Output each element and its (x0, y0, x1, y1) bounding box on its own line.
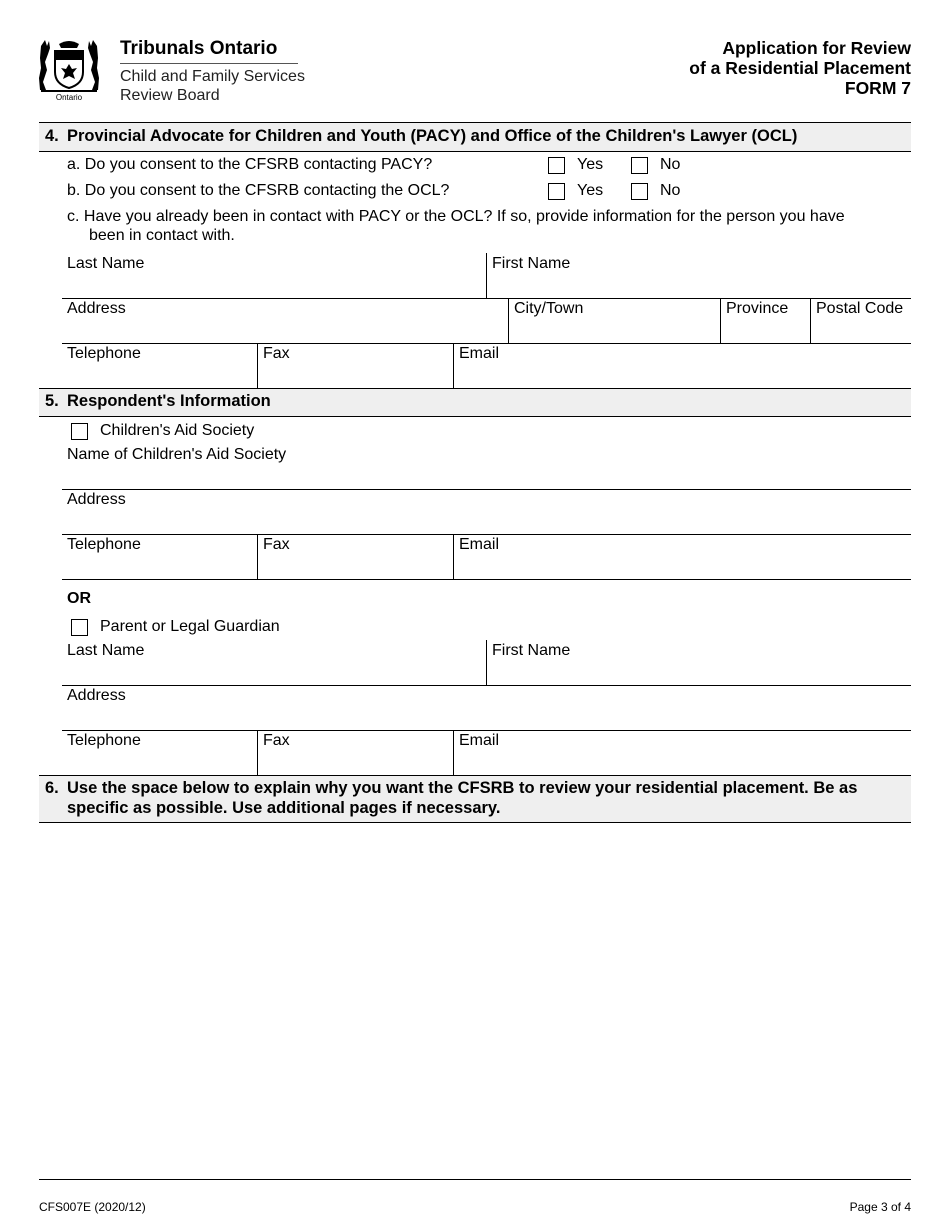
ocl-no-label: No (660, 182, 681, 199)
contact-address-field[interactable] (67, 320, 499, 340)
contact-last-name-label: Last Name (67, 255, 145, 272)
contact-fax-label: Fax (263, 345, 290, 362)
org-divider (120, 63, 298, 64)
divider (486, 640, 487, 685)
contact-postal-field[interactable] (816, 320, 908, 340)
divider (257, 534, 258, 579)
cas-address-field[interactable] (67, 511, 905, 531)
question-b: b. Do you consent to the CFSRB contacting the OCL? (67, 182, 450, 199)
page-number: Page 3 of 4 (849, 1200, 911, 1214)
guardian-checkbox[interactable] (71, 619, 88, 636)
cas-option-label: Children's Aid Society (100, 422, 255, 439)
cas-name-label: Name of Children's Aid Society (67, 446, 287, 463)
divider (62, 298, 911, 299)
guardian-first-name-field[interactable] (492, 662, 902, 682)
section4-title: Provincial Advocate for Children and Youth (PACY) and Office of the Children's Lawyer (OCL) (67, 127, 798, 145)
guardian-last-name-label: Last Name (67, 642, 145, 659)
pacy-yes-label: Yes (577, 156, 604, 173)
ontario-logo (37, 38, 101, 104)
pacy-yes-checkbox[interactable] (548, 157, 565, 174)
divider (62, 534, 911, 535)
section5-number: 5. (45, 392, 59, 410)
contact-address-label: Address (67, 300, 126, 317)
board-name-line2: Review Board (120, 87, 220, 104)
cas-address-label: Address (67, 491, 126, 508)
logo-caption: Ontario (55, 93, 83, 102)
section4-number: 4. (45, 127, 59, 145)
cas-telephone-label: Telephone (67, 536, 141, 553)
divider (62, 685, 911, 686)
divider (257, 730, 258, 775)
contact-first-name-label: First Name (492, 255, 571, 272)
ontario-coat-of-arms-icon (37, 38, 101, 94)
contact-city-field[interactable] (514, 320, 714, 340)
org-name: Tribunals Ontario (120, 38, 278, 59)
divider (257, 343, 258, 388)
guardian-telephone-label: Telephone (67, 732, 141, 749)
divider (453, 730, 454, 775)
cas-fax-label: Fax (263, 536, 290, 553)
form-title-line1: Application for Review (722, 38, 911, 58)
divider (720, 298, 721, 343)
section6-instruction-line1: Use the space below to explain why you want the CFSRB to review your residential placement. Be as (67, 779, 858, 797)
guardian-address-field[interactable] (67, 707, 905, 727)
board-name-line1: Child and Family Services (120, 68, 305, 85)
contact-fax-field[interactable] (263, 365, 447, 385)
divider (62, 730, 911, 731)
guardian-email-field[interactable] (459, 752, 905, 772)
divider (62, 343, 911, 344)
question-c-line1: c. Have you already been in contact with PACY or the OCL? If so, provide information for the person you have (67, 208, 845, 225)
pacy-no-checkbox[interactable] (631, 157, 648, 174)
divider (62, 579, 911, 580)
guardian-option-label: Parent or Legal Guardian (100, 618, 280, 635)
pacy-no-label: No (660, 156, 681, 173)
guardian-fax-field[interactable] (263, 752, 447, 772)
contact-telephone-field[interactable] (67, 365, 251, 385)
question-c-line2: been in contact with. (89, 227, 235, 244)
ocl-yes-checkbox[interactable] (548, 183, 565, 200)
guardian-first-name-label: First Name (492, 642, 571, 659)
cas-checkbox[interactable] (71, 423, 88, 440)
section6-instruction-line2: specific as possible. Use additional pages if necessary. (67, 799, 501, 817)
guardian-address-label: Address (67, 687, 126, 704)
form-title (689, 38, 911, 98)
ocl-yes-label: Yes (577, 182, 604, 199)
cas-email-field[interactable] (459, 556, 905, 576)
contact-first-name-field[interactable] (492, 275, 902, 295)
guardian-email-label: Email (459, 732, 500, 749)
cas-fax-field[interactable] (263, 556, 447, 576)
contact-postal-label: Postal Code (816, 300, 904, 317)
form-code: CFS007E (2020/12) (39, 1200, 146, 1214)
guardian-telephone-field[interactable] (67, 752, 251, 772)
contact-city-label: City/Town (514, 300, 584, 317)
form-number: FORM 7 (844, 78, 911, 98)
cas-email-label: Email (459, 536, 500, 553)
divider (453, 534, 454, 579)
guardian-fax-label: Fax (263, 732, 290, 749)
divider (62, 489, 911, 490)
cas-telephone-field[interactable] (67, 556, 251, 576)
section5-title: Respondent's Information (67, 392, 271, 410)
divider (508, 298, 509, 343)
divider (453, 343, 454, 388)
contact-last-name-field[interactable] (67, 275, 477, 295)
explanation-textarea[interactable] (45, 830, 905, 1170)
section6-number: 6. (45, 779, 59, 797)
cas-name-field[interactable] (67, 466, 905, 486)
contact-email-field[interactable] (459, 365, 905, 385)
contact-province-label: Province (726, 300, 789, 317)
contact-telephone-label: Telephone (67, 345, 141, 362)
guardian-last-name-field[interactable] (67, 662, 477, 682)
divider (486, 253, 487, 299)
contact-email-label: Email (459, 345, 500, 362)
footer-divider (39, 1179, 911, 1180)
divider (810, 298, 811, 343)
contact-province-field[interactable] (726, 320, 804, 340)
ocl-no-checkbox[interactable] (631, 183, 648, 200)
question-a: a. Do you consent to the CFSRB contacting PACY? (67, 156, 433, 173)
form-title-line2: of a Residential Placement (689, 58, 911, 78)
or-label: OR (67, 590, 91, 607)
